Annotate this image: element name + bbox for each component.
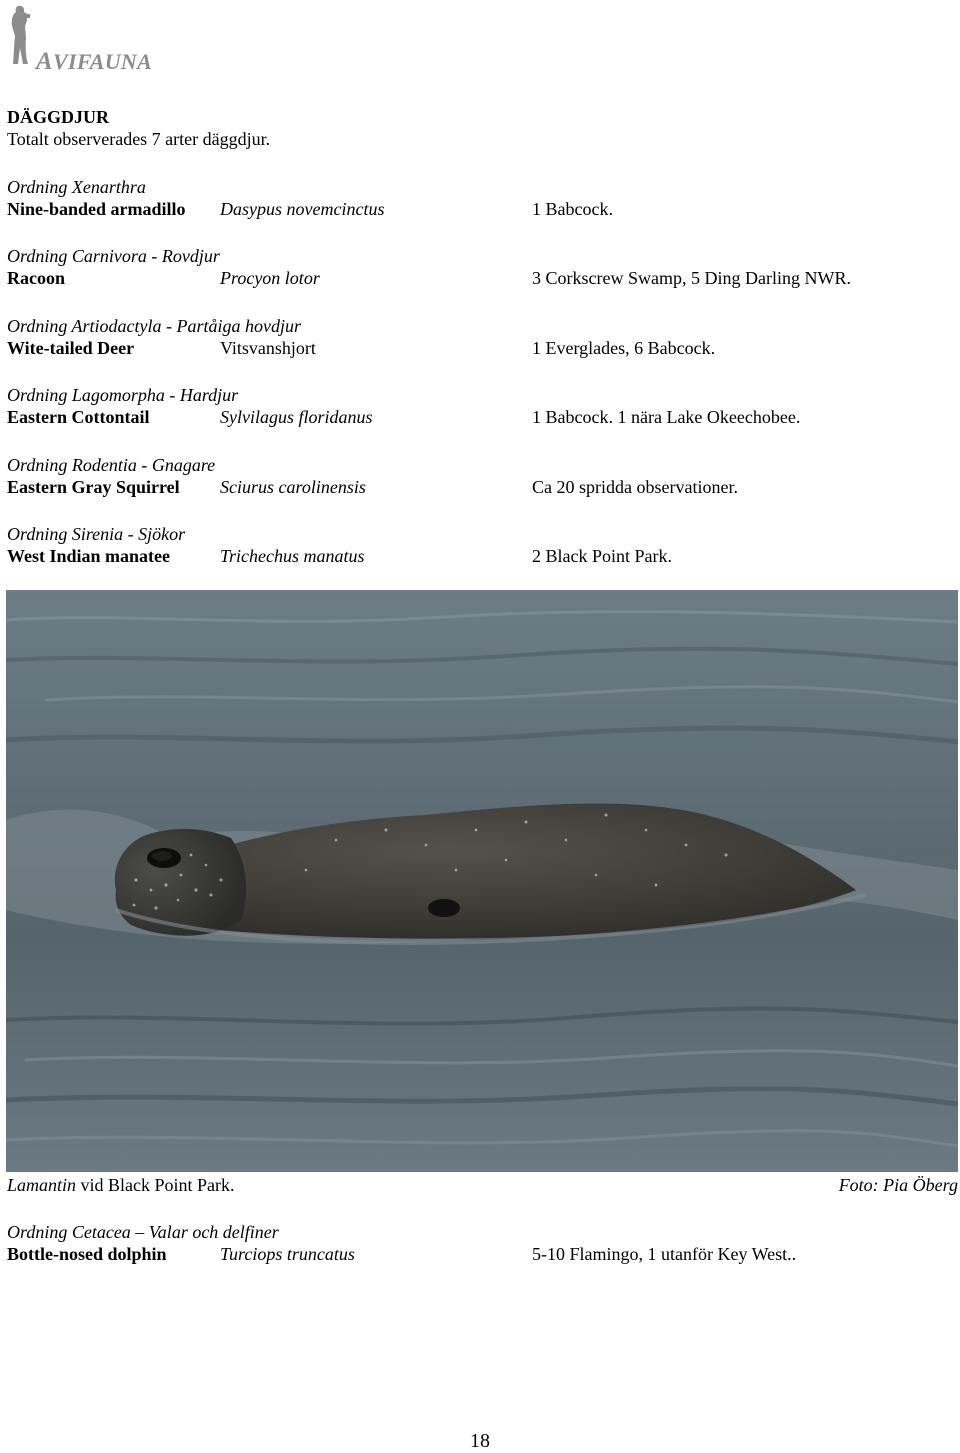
species-scientific-name: Turciops truncatus — [220, 1244, 355, 1264]
brand-logo: AVIFAUNA — [36, 48, 153, 75]
order-heading: Ordning Xenarthra — [7, 177, 146, 197]
species-common-name: West Indian manatee — [7, 546, 171, 566]
species-observation: 1 Everglades, 6 Babcock. — [532, 338, 716, 358]
order-heading: Ordning Carnivora - Rovdjur — [7, 246, 220, 266]
species-scientific-name: Sciurus carolinensis — [220, 477, 366, 497]
species-scientific-name: Trichechus manatus — [220, 546, 365, 566]
photo-caption: Lamantin vid Black Point Park. — [7, 1175, 235, 1195]
species-scientific-name: Sylvilagus floridanus — [220, 407, 373, 427]
order-heading: Ordning Rodentia - Gnagare — [7, 455, 216, 475]
photo-credit: Foto: Pia Öberg — [838, 1175, 958, 1195]
species-observation: 5-10 Flamingo, 1 utanför Key West.. — [532, 1244, 797, 1264]
section-title: DÄGGDJUR — [7, 107, 109, 127]
species-common-name: Wite-tailed Deer — [7, 338, 135, 358]
birdwatcher-logo-icon — [6, 4, 32, 66]
species-common-name: Eastern Gray Squirrel — [7, 477, 180, 497]
species-scientific-name: Procyon lotor — [220, 268, 320, 288]
species-scientific-name: Dasypus novemcinctus — [220, 199, 385, 219]
species-local-name: Vitsvanshjort — [220, 338, 316, 358]
species-observation: Ca 20 spridda observationer. — [532, 477, 738, 497]
order-heading: Ordning Sirenia - Sjökor — [7, 524, 186, 544]
order-heading: Ordning Artiodactyla - Partåiga hovdjur — [7, 316, 301, 336]
manatee-illustration — [6, 590, 958, 1172]
order-heading: Ordning Lagomorpha - Hardjur — [7, 385, 239, 405]
species-observation: 1 Babcock. — [532, 199, 613, 219]
species-common-name: Bottle-nosed dolphin — [7, 1244, 167, 1264]
species-observation: 2 Black Point Park. — [532, 546, 672, 566]
page-number: 18 — [470, 1430, 490, 1452]
species-common-name: Racoon — [7, 268, 65, 288]
species-observation: 3 Corkscrew Swamp, 5 Ding Darling NWR. — [532, 268, 851, 288]
section-summary: Totalt observerades 7 arter däggdjur. — [7, 129, 271, 149]
manatee-photo — [6, 590, 958, 1172]
species-common-name: Nine-banded armadillo — [7, 199, 186, 219]
species-observation: 1 Babcock. 1 nära Lake Okeechobee. — [532, 407, 801, 427]
order-heading: Ordning Cetacea – Valar och delfiner — [7, 1222, 279, 1242]
species-common-name: Eastern Cottontail — [7, 407, 150, 427]
